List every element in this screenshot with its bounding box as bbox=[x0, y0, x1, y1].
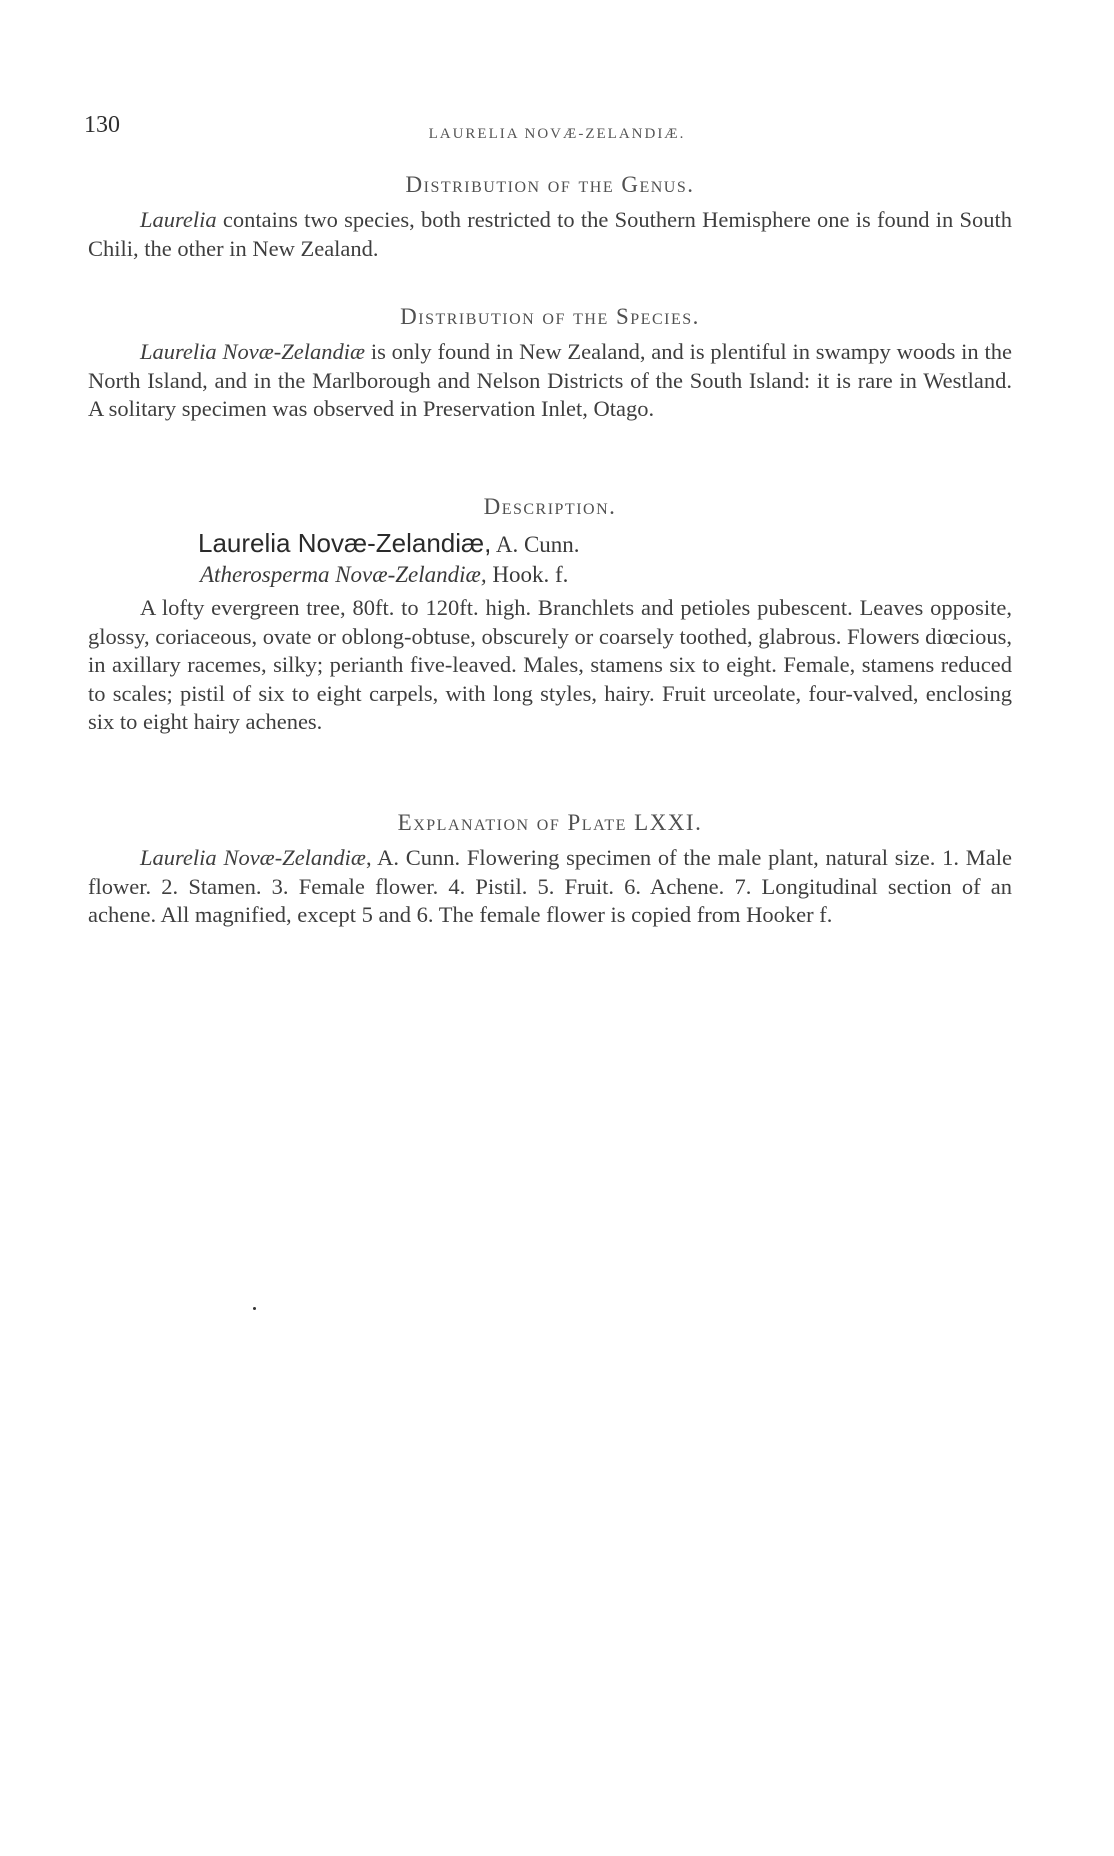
genus-distribution-text: contains two species, both restricted to the Southern Hemisphere one is found in South Chili, the other in New Zealand. bbox=[88, 207, 1012, 261]
genus-distribution-heading: Distribution of the Genus. bbox=[405, 172, 695, 197]
running-head: LAURELIA NOVÆ-ZELANDIÆ. bbox=[428, 126, 686, 142]
species-distribution-text: is only found in New Zealand, and is plentiful in swampy woods in the North Island, and in the Marlborough and Nelson Districts of the South Island: it is rare in Westland. A solitary specimen was observed in Preservation Inlet, Otago. bbox=[88, 339, 1012, 421]
species-distribution-heading: Distribution of the Species. bbox=[400, 304, 700, 329]
plate-explanation-paragraph bbox=[88, 844, 1012, 930]
description-synonym-line bbox=[88, 560, 1012, 590]
ink-speck bbox=[253, 1307, 256, 1310]
species-distribution-paragraph bbox=[88, 338, 1012, 424]
species-distribution-section bbox=[88, 304, 1012, 424]
plate-explanation-text: , A. Cunn. Flowering specimen of the male plant, natural size. 1. Male flower. 2. Stamen. 3. Female flower. 4. Pistil. 5. Fruit. 6. Achene. 7. Longitudinal section of an achene. All magnified, except 5 and 6. The female flower is copied from Hooker f. bbox=[88, 845, 1012, 927]
genus-distribution-paragraph bbox=[88, 206, 1012, 263]
genus-name: Laurelia bbox=[140, 207, 217, 232]
description-plant-name: Laurelia Novæ-Zelandiæ, bbox=[198, 528, 492, 558]
plate-species-name: Laurelia Novæ-Zelandiæ bbox=[140, 845, 366, 870]
description-section bbox=[88, 494, 1012, 737]
description-synonym-author: Hook. f. bbox=[486, 562, 569, 587]
description-heading: Description. bbox=[483, 494, 617, 519]
plate-explanation-section bbox=[88, 810, 1012, 930]
description-synonym: Atherosperma Novæ-Zelandiæ, bbox=[200, 562, 487, 587]
description-name-author: A. Cunn. bbox=[491, 532, 580, 557]
description-paragraph: A lofty evergreen tree, 80ft. to 120ft. high. Branchlets and petioles pubescent. Leaves opposite, glossy, coriaceous, ovate or oblong-obtuse, obscurely or coarsely toothed, glabrous. Flowers diœcious, in axillary racemes, silky; perianth five-leaved. Males, stamens six to eight. Female, stamens reduced to scales; pistil of six to eight carpels, with long styles, hairy. Fruit urceolate, four-valved, enclosing six to eight hairy achenes. bbox=[88, 595, 1012, 734]
plate-explanation-heading: Explanation of Plate LXXI. bbox=[397, 810, 703, 835]
description-name-line bbox=[88, 528, 1012, 560]
species-name: Laurelia Novæ-Zelandiæ bbox=[140, 339, 365, 364]
genus-distribution-section bbox=[88, 172, 1012, 263]
page-number: 130 bbox=[84, 112, 120, 138]
